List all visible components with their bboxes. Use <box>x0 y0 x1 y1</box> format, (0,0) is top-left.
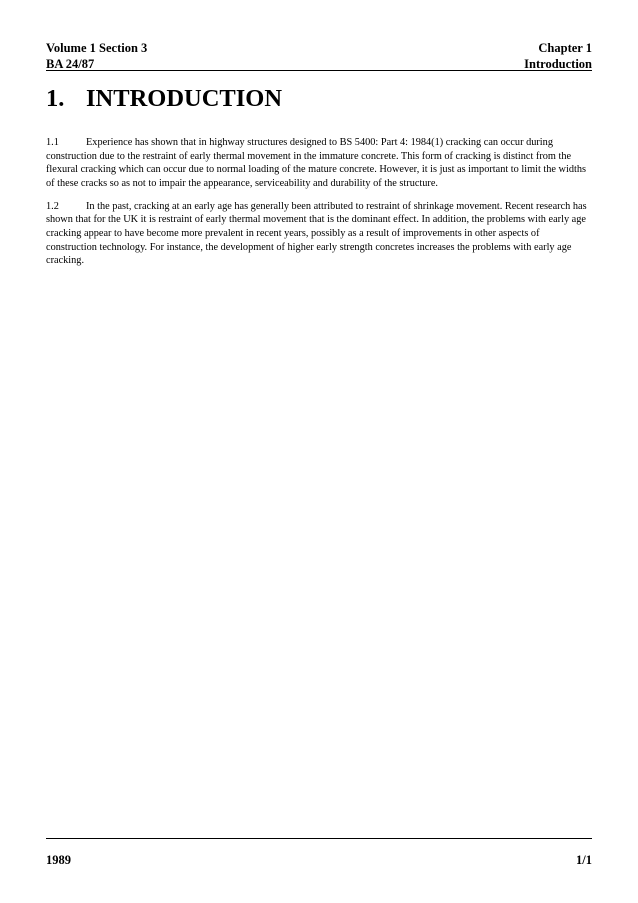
paragraph-number: 1.2 <box>46 200 59 212</box>
paragraph-text: In the past, cracking at an early age has generally been attributed to restraint of shrinkage movement. Recent research has shown that for the UK it is restraint of early thermal movement that is the dominant effect. In addition, the problems with early age cracking appear to have become more prevalent in recent years, possibly as a result of improvements in other aspects of construction technology. For instance, the development of higher early strength concretes increases the problems with early age cracking. <box>46 200 587 267</box>
header-document-code: BA 24/87 <box>46 57 95 71</box>
section-title <box>46 84 282 114</box>
header-chapter: Chapter 1 <box>538 41 592 55</box>
paragraph-1-1 <box>46 136 592 190</box>
section-number: 1. <box>46 85 65 112</box>
paragraph-1-2 <box>46 200 592 268</box>
header-volume-section: Volume 1 Section 3 <box>46 41 148 55</box>
paragraph-text: Experience has shown that in highway structures designed to BS 5400: Part 4: 1984(1) cracking can occur during construction due to the restraint of early thermal movement in the immature concrete. This form of cracking is distinct from the flexural cracking which can occur due to normal loading of the mature concrete. However, it is just as important to limit the widths of these cracks so as not to impair the appearance, serviceability and durability of the structure. <box>46 137 587 189</box>
footer-page-number: 1/1 <box>576 853 592 867</box>
page-footer <box>46 852 592 868</box>
body-content <box>46 136 592 277</box>
header-row-1 <box>46 40 592 56</box>
page-header <box>46 40 592 72</box>
section-heading: INTRODUCTION <box>86 85 283 112</box>
footer-year: 1989 <box>46 853 71 867</box>
header-divider <box>46 70 592 71</box>
header-chapter-title: Introduction <box>524 57 592 71</box>
footer-divider <box>46 838 592 839</box>
paragraph-number: 1.1 <box>46 137 59 148</box>
